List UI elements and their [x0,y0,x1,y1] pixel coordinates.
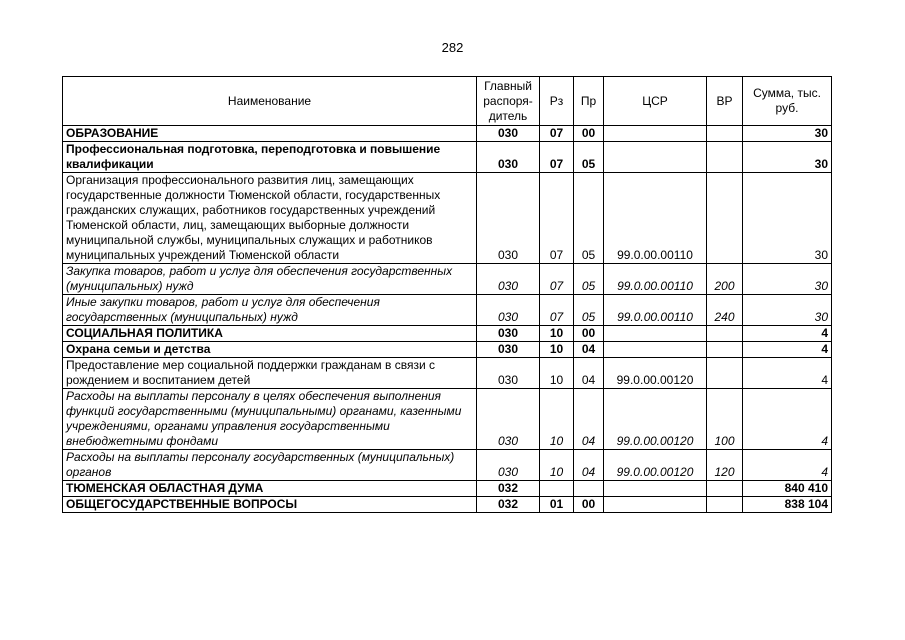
cell-name: Охрана семьи и детства [63,342,477,358]
cell-name: ОБРАЗОВАНИЕ [63,126,477,142]
cell-csr: 99.0.00.00120 [604,389,707,450]
cell-pr: 04 [574,450,604,481]
cell-sum: 30 [743,126,832,142]
table-row [63,173,832,264]
cell-csr [604,326,707,342]
cell-pr: 05 [574,295,604,326]
cell-main-manager: 030 [477,358,540,389]
table-row [63,142,832,173]
cell-name: Профессиональная подготовка, переподготовка и повышение квалификации [63,142,477,173]
cell-csr: 99.0.00.00120 [604,450,707,481]
cell-name: ОБЩЕГОСУДАРСТВЕННЫЕ ВОПРОСЫ [63,497,477,513]
cell-pr: 05 [574,264,604,295]
cell-name: ТЮМЕНСКАЯ ОБЛАСТНАЯ ДУМА [63,481,477,497]
header-csr: ЦСР [604,77,707,126]
header-rz: Рз [540,77,574,126]
cell-pr: 04 [574,358,604,389]
cell-sum: 838 104 [743,497,832,513]
budget-table [62,76,832,513]
cell-name: Расходы на выплаты персоналу государственных (муниципальных) органов [63,450,477,481]
cell-sum: 30 [743,142,832,173]
cell-rz: 07 [540,173,574,264]
table-header-row [63,77,832,126]
cell-name: Расходы на выплаты персоналу в целях обеспечения выполнения функций государственными (муниципальными) органами, казенными учреждениями, органами управления государственными внебюджетными фондами [63,389,477,450]
cell-pr: 05 [574,142,604,173]
table-row [63,358,832,389]
cell-main-manager: 030 [477,389,540,450]
cell-pr [574,481,604,497]
header-pr: Пр [574,77,604,126]
cell-main-manager: 032 [477,497,540,513]
cell-sum: 4 [743,389,832,450]
cell-rz: 07 [540,295,574,326]
header-name: Наименование [63,77,477,126]
cell-sum: 4 [743,342,832,358]
cell-rz [540,481,574,497]
table-row [63,497,832,513]
cell-pr: 00 [574,126,604,142]
cell-pr: 00 [574,326,604,342]
cell-rz: 01 [540,497,574,513]
cell-csr [604,142,707,173]
cell-name: Организация профессионального развития лиц, замещающих государственные должности Тюменской области, государственных гражданских служащих, работников государственных учреждений Тюменской области, лиц, замещающих выборные должности муниципальной службы, муниципальных служащих и работников муниципальных учреждений Тюменской области [63,173,477,264]
cell-vr: 100 [707,389,743,450]
cell-pr: 05 [574,173,604,264]
table-row [63,264,832,295]
cell-vr: 120 [707,450,743,481]
cell-rz: 07 [540,142,574,173]
cell-rz: 10 [540,342,574,358]
cell-rz: 07 [540,126,574,142]
cell-name: Закупка товаров, работ и услуг для обеспечения государственных (муниципальных) нужд [63,264,477,295]
cell-sum: 4 [743,326,832,342]
header-vr: ВР [707,77,743,126]
table-row [63,481,832,497]
cell-sum: 30 [743,173,832,264]
cell-rz: 10 [540,358,574,389]
cell-rz: 10 [540,389,574,450]
cell-vr [707,358,743,389]
table-row [63,295,832,326]
table-row [63,342,832,358]
cell-csr [604,126,707,142]
table-row [63,126,832,142]
cell-name: СОЦИАЛЬНАЯ ПОЛИТИКА [63,326,477,342]
cell-vr [707,497,743,513]
cell-vr [707,173,743,264]
page-number: 282 [441,40,464,55]
cell-main-manager: 030 [477,342,540,358]
table-row [63,326,832,342]
cell-vr [707,126,743,142]
cell-main-manager: 030 [477,126,540,142]
cell-csr [604,481,707,497]
header-main-manager: Главный распоря-дитель [477,77,540,126]
header-sum: Сумма, тыс. руб. [743,77,832,126]
cell-csr: 99.0.00.00120 [604,358,707,389]
cell-sum: 30 [743,264,832,295]
cell-csr: 99.0.00.00110 [604,264,707,295]
cell-vr [707,481,743,497]
cell-vr: 200 [707,264,743,295]
cell-main-manager: 030 [477,264,540,295]
cell-vr [707,326,743,342]
cell-csr [604,342,707,358]
cell-main-manager: 030 [477,295,540,326]
cell-main-manager: 030 [477,142,540,173]
cell-sum: 30 [743,295,832,326]
cell-main-manager: 030 [477,450,540,481]
table-row [63,450,832,481]
cell-pr: 00 [574,497,604,513]
cell-sum: 4 [743,358,832,389]
cell-name: Иные закупки товаров, работ и услуг для обеспечения государственных (муниципальных) нужд [63,295,477,326]
cell-sum: 4 [743,450,832,481]
cell-main-manager: 030 [477,326,540,342]
cell-csr [604,497,707,513]
cell-rz: 07 [540,264,574,295]
cell-vr: 240 [707,295,743,326]
cell-csr: 99.0.00.00110 [604,295,707,326]
cell-vr [707,142,743,173]
cell-name: Предоставление мер социальной поддержки гражданам в связи с рождением и воспитанием детей [63,358,477,389]
table-body [63,126,832,513]
cell-pr: 04 [574,342,604,358]
cell-main-manager: 030 [477,173,540,264]
cell-pr: 04 [574,389,604,450]
table-row [63,389,832,450]
cell-csr: 99.0.00.00110 [604,173,707,264]
cell-rz: 10 [540,450,574,481]
cell-vr [707,342,743,358]
cell-rz: 10 [540,326,574,342]
cell-sum: 840 410 [743,481,832,497]
cell-main-manager: 032 [477,481,540,497]
